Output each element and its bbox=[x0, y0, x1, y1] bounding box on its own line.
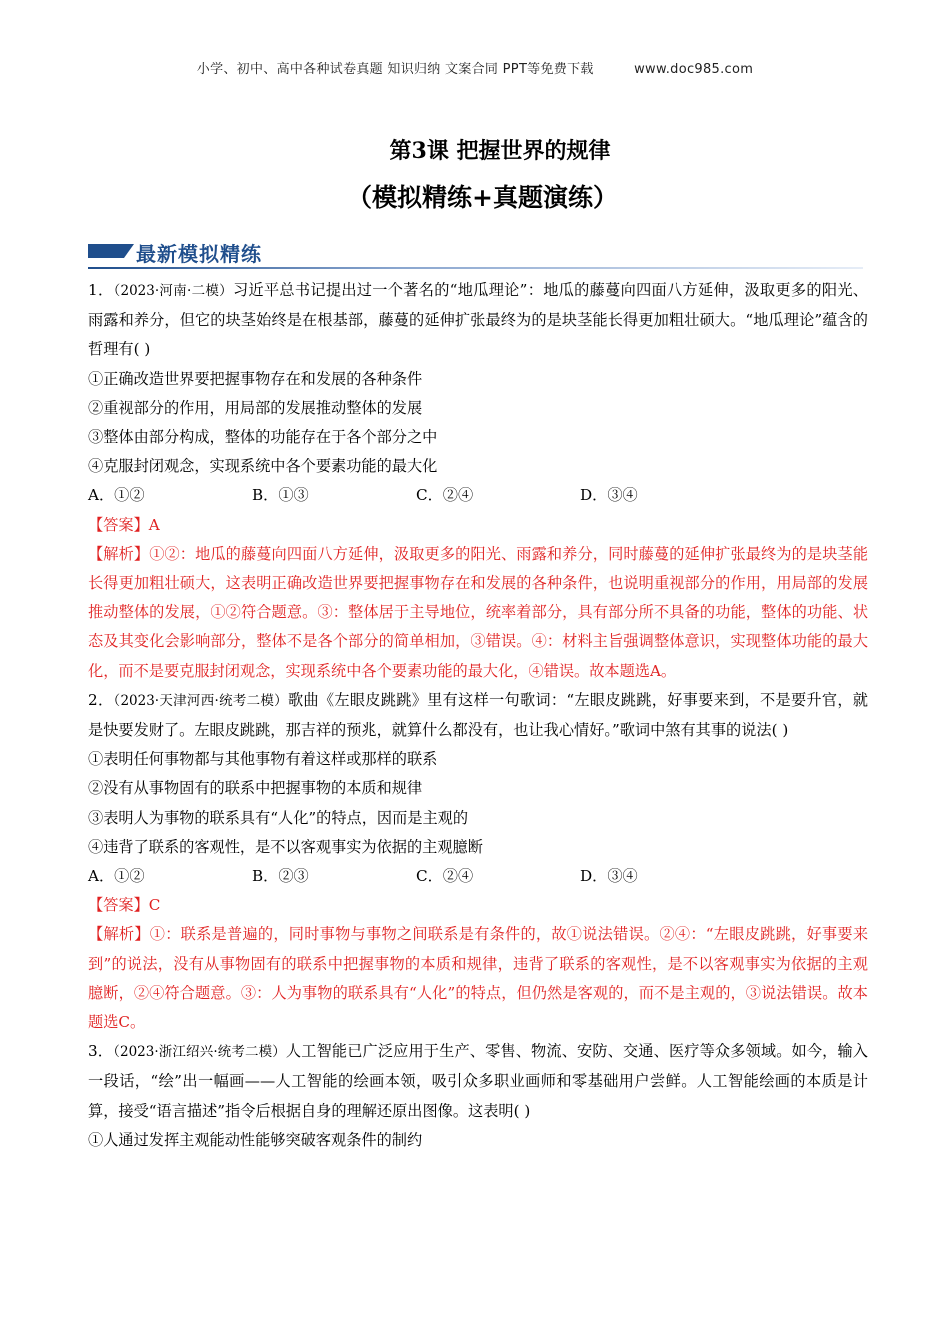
statement-item: ①人通过发挥主观能动性能够突破客观条件的制约 bbox=[88, 1130, 423, 1149]
question-number: 1． bbox=[88, 281, 114, 299]
option-b[interactable]: B．②③ bbox=[252, 867, 309, 886]
question-3 bbox=[88, 1037, 868, 1155]
question-2 bbox=[88, 686, 868, 1037]
question-number: 2． bbox=[88, 690, 114, 709]
question-stem bbox=[88, 276, 868, 365]
page-header bbox=[0, 58, 950, 77]
option-b[interactable]: B．①③ bbox=[252, 486, 309, 505]
question-stem bbox=[88, 1037, 868, 1126]
answer-line bbox=[88, 891, 868, 920]
answer-value: A bbox=[148, 515, 160, 534]
question-text: 习近平总书记提出过一个著名的“地瓜理论”：地瓜的藤蔓向四面八方延伸，汲取更多的阳光、雨露和养分，但它的块茎始终是在根基部，藤蔓的延伸扩张最终为的是块茎能长得更加粗壮硕大。“地瓜理论”蕴含的哲理有( ) bbox=[88, 281, 868, 359]
statement-item: ④克服封闭观念，实现系统中各个要素功能的最大化 bbox=[88, 457, 438, 476]
answer-value: C bbox=[148, 896, 161, 915]
answer-options bbox=[88, 481, 868, 510]
header-text: 小学、初中、高中各种试卷真题 知识归纳 文案合同 PPT等免费下载 bbox=[196, 62, 594, 77]
question-1 bbox=[88, 276, 868, 686]
statement-item: ③表明人为事物的联系具有“人化”的特点，因而是主观的 bbox=[88, 808, 469, 827]
question-list bbox=[88, 276, 868, 1155]
question-source: （2023·河南·二模） bbox=[113, 283, 233, 299]
statement-item: ③整体由部分构成，整体的功能存在于各个部分之中 bbox=[88, 428, 438, 447]
statement-item: ②没有从事物固有的联系中把握事物的本质和规律 bbox=[88, 779, 423, 798]
answer-options bbox=[88, 862, 868, 891]
answer-label: 【答案】 bbox=[88, 515, 149, 534]
option-c[interactable]: C．②④ bbox=[416, 486, 474, 505]
option-d[interactable]: D．③④ bbox=[580, 486, 638, 505]
question-source: （2023·浙江绍兴·统考二模） bbox=[113, 1044, 286, 1061]
section-label: 最新模拟精练 bbox=[136, 242, 262, 266]
question-source: （2023·天津河西·统考二模） bbox=[113, 692, 288, 709]
explanation-text: ①②：地瓜的藤蔓向四面八方延伸，汲取更多的阳光、雨露和养分，同时藤蔓的延伸扩张最终为的是块茎能长得更加粗壮硕大，这表明正确改造世界要把握事物存在和发展的各种条件，也说明重视部分的作用，用局部的发展推动整体的发展，①②符合题意。③：整体居于主导地位，统率着部分，具有部分所不具备的功能，整体的功能、状态及其变化会影响部分，整体不是各个部分的简单相加，③错误。④：材料主旨强调整体意识，实现整体功能的最大化，而不是要克服封闭观念，实现系统中各个要素功能的最大化，④错误。故本题选A。 bbox=[88, 544, 869, 680]
option-c[interactable]: C．②④ bbox=[416, 867, 474, 886]
explanation-label: 【解析】 bbox=[88, 925, 150, 944]
statement-item: ①表明任何事物都与其他事物有着这样或那样的联系 bbox=[88, 750, 438, 769]
explanation-label: 【解析】 bbox=[88, 544, 150, 563]
banner-triangle bbox=[124, 244, 134, 258]
statement-item: ②重视部分的作用，用局部的发展推动整体的发展 bbox=[88, 398, 423, 417]
explanation bbox=[88, 540, 868, 686]
section-divider bbox=[88, 267, 863, 269]
question-stem bbox=[88, 686, 868, 745]
option-a[interactable]: A．①② bbox=[88, 867, 145, 886]
statement-item: ①正确改造世界要把握事物存在和发展的各种条件 bbox=[88, 369, 423, 388]
explanation-text: ①：联系是普遍的，同时事物与事物之间联系是有条件的，故①说法错误。②④：“左眼皮跳跳，好事要来到”的说法，没有从事物固有的联系中把握事物的本质和规律，违背了联系的客观性，是不以客观事实为依据的主观臆断，②④符合题意。③：人为事物的联系具有“人化”的特点，但仍然是客观的，而不是主观的，③说法错误。故本题选C。 bbox=[88, 925, 869, 1032]
statement-item: ④违背了联系的客观性，是不以客观事实为依据的主观臆断 bbox=[88, 837, 483, 856]
question-number: 3． bbox=[88, 1042, 114, 1061]
header-site-link[interactable]: www.doc985.com bbox=[634, 62, 754, 77]
question-text: 歌曲《左眼皮跳跳》里有这样一句歌词：“左眼皮跳跳，好事要来到，不是要升官，就是快要发财了。左眼皮跳跳，那吉祥的预兆，就算什么都没有，也让我心情好。”歌词中煞有其事的说法( ) bbox=[88, 690, 868, 740]
banner-bar bbox=[88, 244, 124, 258]
explanation bbox=[88, 920, 868, 1037]
option-a[interactable]: A．①② bbox=[88, 486, 145, 505]
answer-line bbox=[88, 511, 868, 540]
option-d[interactable]: D．③④ bbox=[580, 867, 638, 886]
section-banner bbox=[88, 238, 388, 264]
lesson-title: 第3课 把握世界的规律 bbox=[389, 138, 611, 164]
lesson-subtitle: （模拟精练+真题演练） bbox=[347, 183, 618, 212]
question-text: 人工智能已广泛应用于生产、零售、物流、安防、交通、医疗等众多领域。如今，输入一段话，“绘”出一幅画——人工智能的绘画本领，吸引众多职业画师和零基础用户尝鲜。人工智能绘画的本质是计算，接受“语言描述”指令后根据自身的理解还原出图像。这表明( ) bbox=[88, 1042, 868, 1120]
answer-label: 【答案】 bbox=[88, 896, 149, 915]
